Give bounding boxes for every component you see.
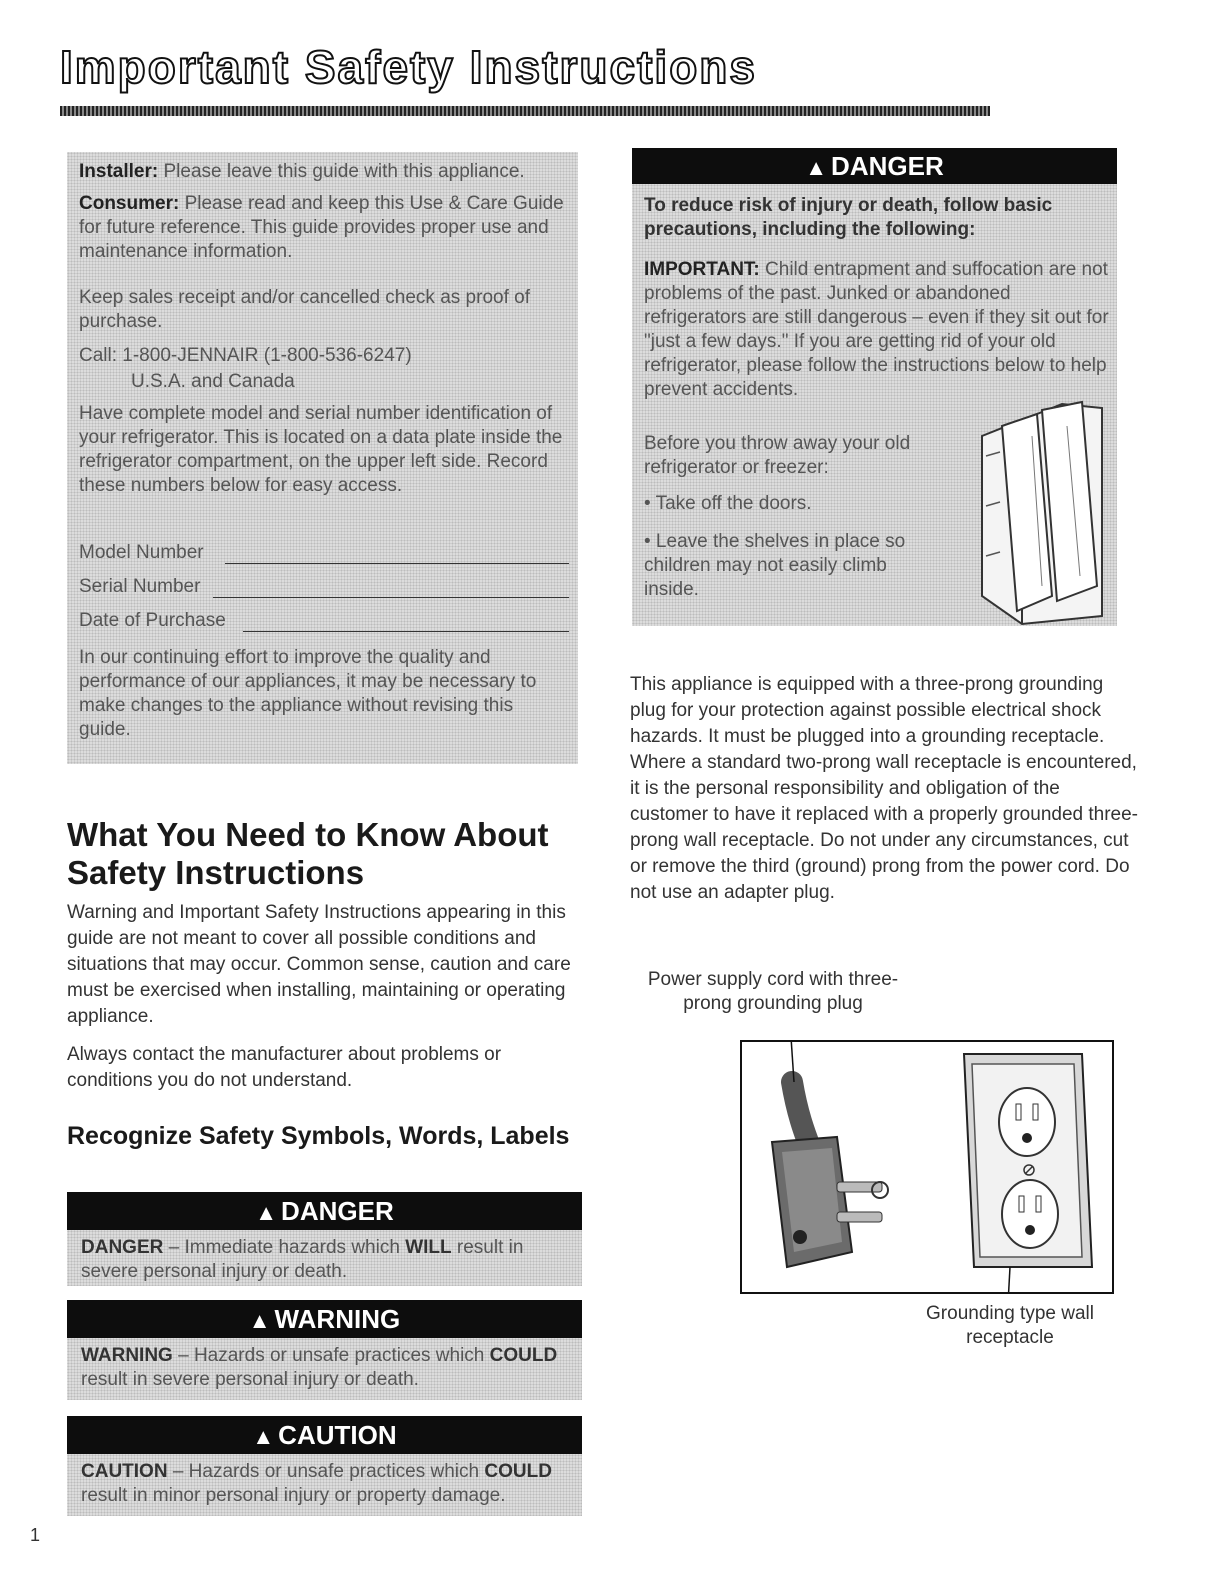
danger-signal-panel [67,1192,582,1286]
bullet-leave-shelves: • Leave the shelves in place so children may not easily climb inside. [644,531,906,600]
receipt-note: Keep sales receipt and/or cancelled check as proof of purchase. [79,287,530,332]
grounding-figure [740,1040,1114,1294]
before-throw-away: Before you throw away your old refrigerator or freezer: [644,433,911,478]
model-info: Have complete model and serial number identification of your refrigerator. This is located on a data plate inside the refrigerator compartment, on the upper left side. Record these numbers below for easy access. [79,403,563,496]
warning-triangle-icon: ▲ [252,1424,275,1449]
caution-signal-panel [67,1416,582,1516]
serial-number-field: Serial Number [79,576,569,600]
warning-triangle-icon: ▲ [255,1200,278,1225]
consumer-note: Consumer: Please read and keep this Use & Care Guide for future reference. This guide provides proper use and maintenance information. [79,193,564,262]
recognize-heading: Recognize Safety Symbols, Words, Labels [67,1122,570,1150]
installer-note: Installer: Please leave this guide with this appliance. [79,161,525,182]
call-line: Call: 1-800-JENNAIR (1-800-536-6247) [79,345,412,366]
plug-and-receptacle-illustration [742,1042,1112,1292]
receptacle-caption: Grounding type wall receptacle [926,1303,1094,1348]
what-you-need-para1: Warning and Important Safety Instructions appearing in this guide are not meant to cover all possible conditions and situations that may occur. Common sense, caution and care must be exercised when installing, maintaining or operating appliance. [67,902,571,1027]
what-you-need-para2: Always contact the manufacturer about problems or conditions you do not understand. [67,1044,502,1091]
what-you-need-heading: What You Need to Know About Safety Instructions [67,816,549,891]
model-number-field: Model Number [79,542,569,566]
danger-signal-bar: ▲ DANGER [67,1192,582,1230]
child-entrapment-danger-panel [632,148,1117,626]
warning-triangle-icon: ▲ [248,1308,271,1333]
bullet-take-off-doors: • Take off the doors. [644,493,812,514]
page-title: Important Safety Instructions [60,41,757,93]
warning-signal-panel [67,1300,582,1400]
caution-signal-text: CAUTION – Hazards or unsafe practices which COULD result in minor personal injury or property damage. [67,1454,582,1516]
grounding-paragraph: This appliance is equipped with a three-prong grounding plug for your protection against possible electrical shock hazards. It must be plugged into a grounding receptacle. Where a standard two-prong wall receptacle is encountered, it is the personal responsibility and obligation of the customer to have it replaced with a properly grounded three-prong wall receptacle. Do not under any circumstances, cut or remove the third (ground) prong from the power cord. Do not use an adapter plug. [630,674,1138,903]
page-number: 1 [30,1525,41,1545]
date-of-purchase-field: Date of Purchase [79,610,569,634]
warning-triangle-icon: ▲ [805,155,828,180]
warning-signal-text: WARNING – Hazards or unsafe practices which COULD result in severe personal injury or death. [67,1338,582,1400]
installer-info-box [67,152,578,764]
danger-panel-bar: ▲ DANGER [632,148,1117,184]
danger-panel-body [632,184,1117,626]
important-note: IMPORTANT: Child entrapment and suffocation are not problems of the past. Junked or abandoned refrigerators are still dangerous – even if they sit out for "just a few days." If you are getting rid of your old refrigerator, please follow the instructions below to help prevent accidents. [644,259,1109,400]
warning-signal-bar: ▲ WARNING [67,1300,582,1338]
cord-caption: Power supply cord with three-prong grounding plug [647,969,899,1014]
caution-signal-bar: ▲ CAUTION [67,1416,582,1454]
call-region: U.S.A. and Canada [131,371,295,392]
title-rule [60,106,990,116]
danger-lead: To reduce risk of injury or death, follow basic precautions, including the following: [644,195,1053,240]
refrigerator-illustration [962,396,1112,626]
improvement-note: In our continuing effort to improve the quality and performance of our appliances, it may be necessary to make changes to the appliance without revising this guide. [79,647,537,740]
danger-signal-text: DANGER – Immediate hazards which WILL result in severe personal injury or death. [67,1230,582,1286]
